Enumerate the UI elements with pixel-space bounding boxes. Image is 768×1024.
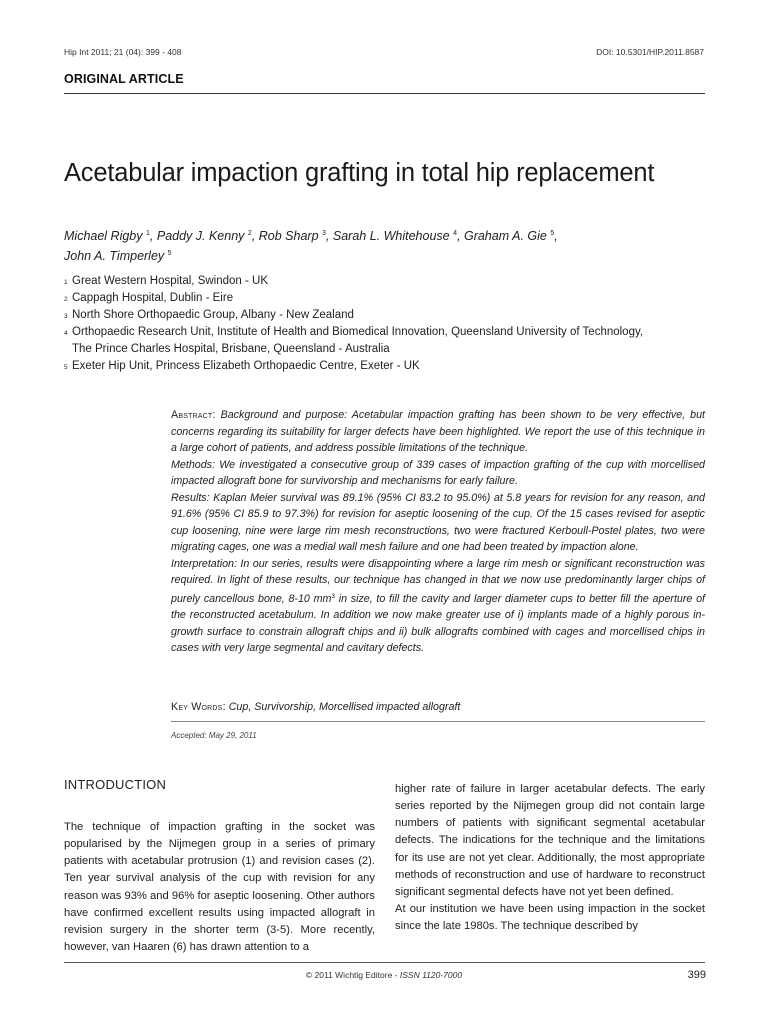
author-affiliation-marker: 1 [146,230,150,237]
page-number: 399 [687,969,706,981]
author-affiliation-marker: 2 [247,230,252,237]
keywords: Key Words: Cup, Survivorship, Morcellised impacted allograft [171,701,461,713]
author-separator: , [149,229,157,243]
affiliation-number: 2 [64,296,68,303]
doi-link[interactable]: DOI: 10.5301/HIP.2011.8587 [596,47,704,57]
affiliation-item [64,358,714,375]
affiliation-text: Cappagh Hospital, Dublin - Eire [72,292,234,304]
affiliation-text: North Shore Orthopaedic Group, Albany - New Zealand [72,309,354,321]
interpretation-text-part1: Interpretation: In our series, results were disappointing where a large rim mesh or significant reconstruction was required. In light of these results, our technique has changed in that we now use predominantly larger chips of purely cancellous bone, 8-10 mm [171,557,705,605]
abstract-background: Abstract: Background and purpose: Acetabular impaction grafting has been shown to be very effective, but concerns regarding its suitability for larger defects have been highlighted. We report the use of this technique in a large cohort of patients, and address possible limitations of the technique. [171,409,705,454]
abstract-interpretation [171,556,705,657]
journal-citation: Hip Int 2011; 21 (04): 399 - 408 [64,47,182,57]
author-separator: , [457,229,464,243]
author-name: Paddy J. Kenny [156,229,245,243]
introduction-heading: INTRODUCTION [64,777,167,792]
affiliation-item [64,273,714,290]
accepted-date: Accepted: May 29, 2011 [171,731,257,740]
body-column-right [395,781,705,935]
author-name: Rob Sharp [258,229,319,243]
author-name: Sarah L. Whitehouse [332,229,450,243]
affiliation-list [64,273,714,375]
affiliation-text: Orthopaedic Research Unit, Institute of Health and Biomedical Innovation, Queensland University of Technology, [72,326,644,338]
interpretation-text-part2: in size, to fill the cavity and larger diameter cups to better fill the aperture of the reconstructed acetabulum. In addition we now make greater use of i) implants made of a highly porous in-growth surface to constrain allograft chips and ii) bulk allografts combined with cages and morcellised chips in cases with very large segmental and cavitary defects. [171,592,705,654]
abstract-methods: Methods: We investigated a consecutive group of 339 cases of impaction grafting of the cup with morcellised impacted allograft bone for survivorship and mechanisms for early failure. [171,458,705,487]
author-name: John A. Timperley [64,249,165,263]
intro-paragraph: At our institution we have been using impaction in the socket since the late 1980s. The technique described by [395,903,705,933]
section-label: ORIGINAL ARTICLE [64,72,184,86]
intro-paragraph: The technique of impaction grafting in the socket was popularised by the Nijmegen group in a series of primary patients with acetabular protrusion (1) and revision cases (2). Ten year survival analysis of the cup with revision for any reason was 93% and 96% for aseptic loosening. Other authors have confirmed excellent results using impacted allograft in revision surgery in the shorter term (3-5). More recently, however, van Haaren (6) has drawn attention to a [64,821,375,954]
body-column-left [64,819,375,956]
affiliation-item [64,290,714,307]
affiliation-number: 5 [64,364,68,371]
abstract-background-text: Background and purpose: Acetabular impaction grafting has been shown to be very effective, but concerns regarding its suitability for larger defects have been highlighted. We report the use of this technique in a large cohort of patients, and address possible limitations of the technique. [171,409,705,454]
author-name: Graham A. Gie [463,229,547,243]
author-list [64,225,684,265]
keywords-divider [171,721,705,722]
author-affiliation-marker: 4 [453,230,458,237]
author-name: Michael Rigby [64,229,143,243]
cubic-superscript: 3 [331,592,335,600]
affiliation-item [64,307,714,324]
affiliation-number: 4 [64,330,68,337]
abstract-label: Abstract [171,409,213,421]
author-separator: , [251,229,259,243]
abstract-results: Results: Kaplan Meier survival was 89.1% (95% CI 83.2 to 95.0%) at 5.8 years for revision for any reason, and 91.6% (95% CI 85.9 to 97.3%) for revision for aseptic loosening of the cup. Of the 15 cases revised for aseptic cup loosening, nine were large rim mesh reconstructions, two were fractured Kerboull-Postel plates, two were migrating cages, one was a medial wall mesh failure and one had been treated by impaction alone. [171,491,705,553]
header-divider [64,93,705,94]
issn-text: ISSN 1120-7000 [399,970,463,980]
footer-divider [64,962,705,963]
affiliation-item [64,324,714,358]
footer-copyright [0,970,768,980]
abstract [171,407,705,657]
intro-paragraph-continued: higher rate of failure in larger acetabular defects. The early series reported by the Nijmegen group did not contain large numbers of patients with significant segmental acetabular defects. The indications for the technique and the limitations for its use are not yet clear. Additionally, the most appropriate methods of reconstruction and use of hardware to reconstruct significant segmental defects have not yet been defined. [395,783,705,898]
affiliation-text: Exeter Hip Unit, Princess Elizabeth Orthopaedic Centre, Exeter - UK [72,360,420,372]
author-separator: , [554,229,558,243]
copyright-text: © 2011 Wichtig Editore - [305,970,400,980]
author-affiliation-marker: 5 [167,250,172,257]
affiliation-text: Great Western Hospital, Swindon - UK [72,275,269,287]
author-affiliation-marker: 3 [322,230,326,237]
author-separator: , [325,229,333,243]
affiliation-number: 1 [64,279,68,286]
affiliation-text-continued: The Prince Charles Hospital, Brisbane, Queensland - Australia [72,343,390,355]
author-affiliation-marker: 5 [550,230,555,237]
article-title: Acetabular impaction grafting in total hip replacement [64,159,655,187]
affiliation-number: 3 [64,313,68,320]
keywords-text: Cup, Survivorship, Morcellised impacted allograft [228,701,461,713]
keywords-label: Key Words [171,701,223,713]
